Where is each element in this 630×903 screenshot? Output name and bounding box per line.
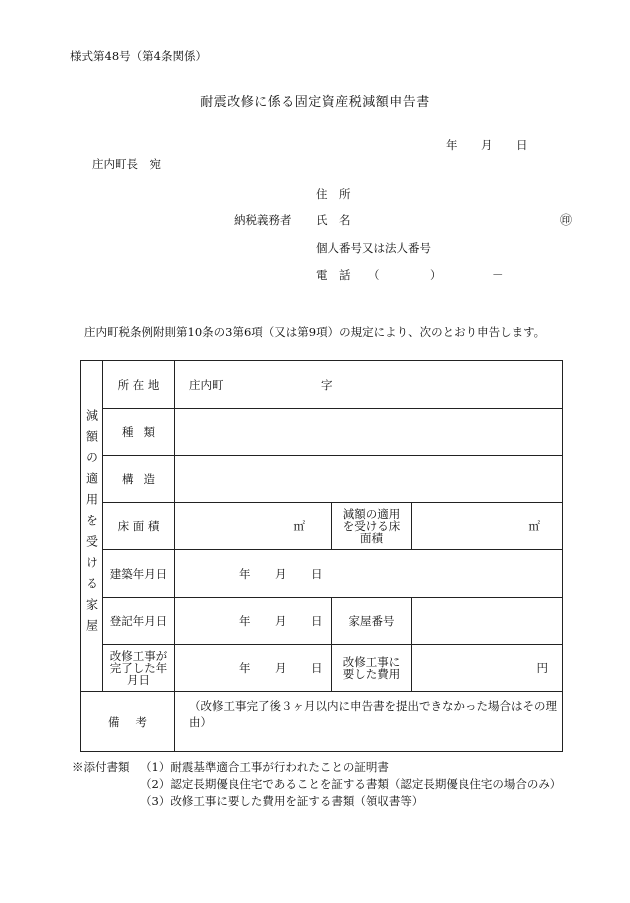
built-year: 年 <box>239 566 251 581</box>
id-number-label: 個人番号又は法人番号 <box>316 241 431 255</box>
address-label: 住 所 <box>316 187 351 201</box>
floor-area-field[interactable] <box>175 503 332 550</box>
completed-day: 日 <box>311 661 323 675</box>
form-number: 様式第48号（第4条関係） <box>70 49 207 63</box>
cost-label: 改修工事に要した費用 <box>332 645 412 692</box>
registered-date-label: 登記年月日 <box>103 598 175 645</box>
attachment-item-2: （2）認定長期優良住宅であることを証する書類（認定長期優良住宅の場合のみ） <box>140 777 562 791</box>
built-date-field[interactable] <box>175 550 563 598</box>
house-number-label: 家屋番号 <box>332 598 412 645</box>
remarks-field[interactable] <box>175 692 563 752</box>
registered-year: 年 <box>239 614 251 628</box>
addressee: 庄内町長 宛 <box>92 157 161 171</box>
registered-date-field[interactable] <box>175 598 332 645</box>
registered-month: 月 <box>275 614 287 628</box>
side-label: 減額の適用を受ける家屋 <box>84 409 99 640</box>
yen-unit: 円 <box>536 661 549 675</box>
attachment-item-3: （3）改修工事に要した費用を証する書類（領収書等） <box>140 794 424 808</box>
reduced-area-unit: ㎡ <box>528 519 541 533</box>
intro-text: 庄内町税条例附則第10条の3第6項（又は第9項）の規定により、次のとおり申告します。 <box>84 325 546 339</box>
reduced-area-label: 減額の適用を受ける床面積 <box>332 503 412 550</box>
phone-open-paren: （ <box>368 268 380 282</box>
location-field[interactable] <box>175 361 563 409</box>
phone-close-paren: ） <box>430 268 442 282</box>
cost-field[interactable] <box>412 645 563 692</box>
attachment-item-1: （1）耐震基準適合工事が行われたことの証明書 <box>140 760 389 774</box>
name-label: 氏 名 <box>316 213 351 227</box>
location-aza: 字 <box>321 377 333 392</box>
date-month-label: 月 <box>481 138 493 152</box>
location-town: 庄内町 <box>189 377 224 392</box>
phone-label: 電 話 <box>316 268 351 282</box>
side-label-cell <box>81 361 103 692</box>
type-field[interactable] <box>175 409 563 456</box>
date-year-label: 年 <box>446 138 458 152</box>
floor-area-unit: ㎡ <box>293 519 305 533</box>
remarks-note: （改修工事完了後３ヶ月以内に申告書を提出できなかった場合はその理由） <box>189 699 557 729</box>
seal-mark: ㊞ <box>560 213 573 227</box>
reduced-area-field[interactable] <box>412 503 563 550</box>
house-number-field[interactable] <box>412 598 563 645</box>
location-label: 所 在 地 <box>103 361 175 409</box>
completed-date-label: 改修工事が完了した年月日 <box>103 645 175 692</box>
built-month: 月 <box>275 566 287 581</box>
phone-dash: － <box>492 268 504 282</box>
completed-month: 月 <box>275 661 287 675</box>
taxpayer-label: 納税義務者 <box>234 213 292 227</box>
structure-label: 構造 <box>103 456 175 503</box>
type-label: 種類 <box>103 409 175 456</box>
structure-field[interactable] <box>175 456 563 503</box>
floor-area-label: 床 面 積 <box>103 503 175 550</box>
remarks-label: 備考 <box>81 692 175 752</box>
house-info-table <box>80 360 563 752</box>
date-day-label: 日 <box>516 138 528 152</box>
page-title: 耐震改修に係る固定資産税減額申告書 <box>200 95 430 110</box>
built-date-label: 建築年月日 <box>103 550 175 598</box>
attachments-label: ※添付書類 <box>72 760 130 774</box>
completed-date-field[interactable] <box>175 645 332 692</box>
completed-year: 年 <box>239 661 251 675</box>
built-day: 日 <box>311 566 323 581</box>
registered-day: 日 <box>311 614 323 628</box>
